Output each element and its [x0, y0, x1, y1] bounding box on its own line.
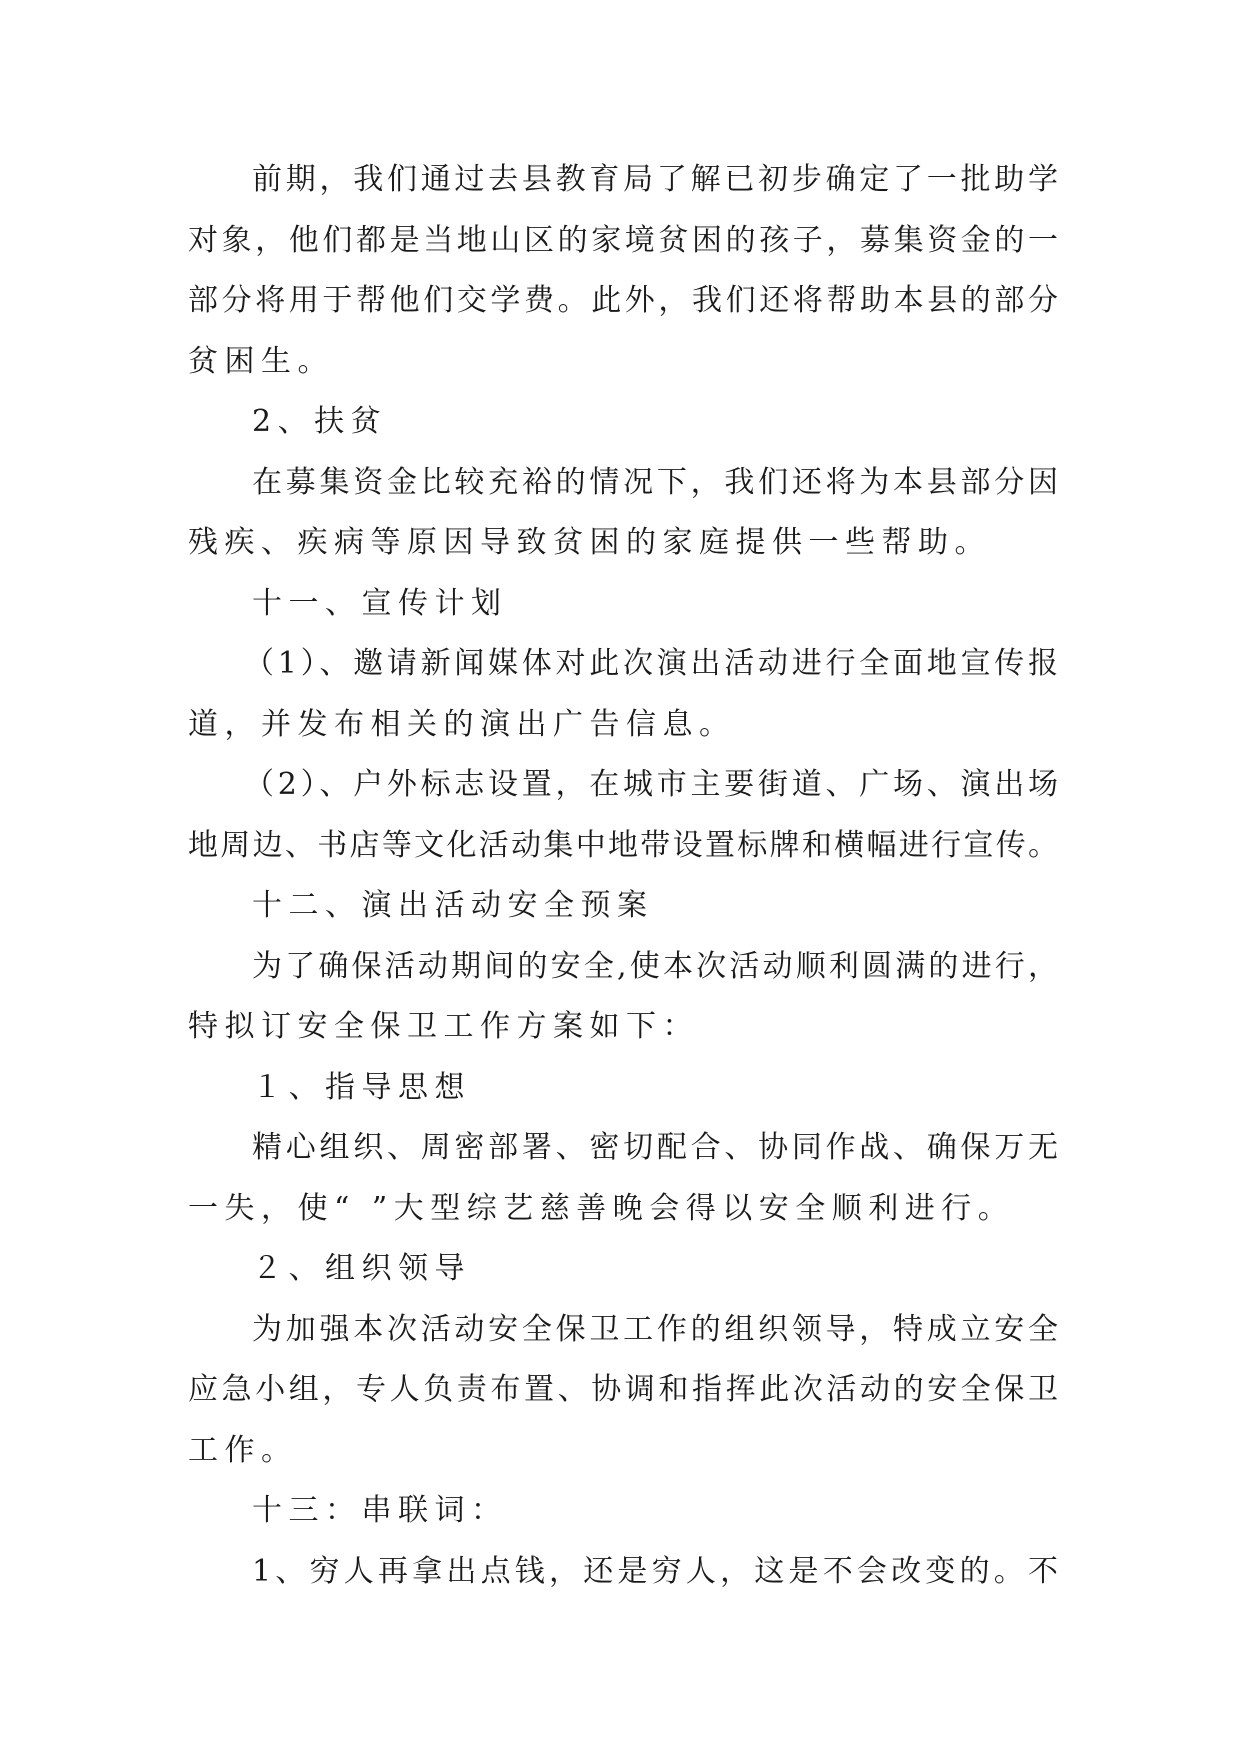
text-line: 道，并发布相关的演出广告信息。 — [188, 706, 736, 742]
text-line: （2）、户外标志设置，在城市主要街道、广场、演出场 — [244, 767, 1058, 802]
text-line: 残疾、疾病等原因导致贫困的家庭提供一些帮助。 — [188, 525, 991, 560]
section-heading: 十二、演出活动安全预案 — [252, 888, 654, 923]
text-line: 在募集资金比较充裕的情况下，我们还将为本县部分因 — [252, 464, 1058, 500]
text-line: 为了确保活动期间的安全,使本次活动顺利圆满的进行， — [252, 948, 1058, 984]
text-line: 为加强本次活动安全保卫工作的组织领导，特成立安全 — [252, 1311, 1058, 1347]
text-line: 1、穷人再拿出点钱，还是穷人，这是不会改变的。不 — [252, 1553, 1058, 1589]
text-line: 贫困生。 — [188, 343, 334, 379]
document-page — [188, 150, 1058, 1602]
section-heading: 2、扶贫 — [252, 404, 388, 439]
section-heading: 十三：串联词： — [252, 1493, 508, 1528]
text-line: 应急小组，专人负责布置、协调和指挥此次活动的安全保卫 — [188, 1372, 1058, 1407]
text-line: （1）、邀请新闻媒体对此次演出活动进行全面地宣传报 — [244, 646, 1058, 681]
text-line: 工作。 — [188, 1432, 298, 1468]
text-line: 一失，使“ ”大型综艺慈善晚会得以安全顺利进行。 — [188, 1190, 1015, 1226]
text-line: 部分将用于帮他们交学费。此外，我们还将帮助本县的部分 — [188, 283, 1058, 318]
text-line: 前期，我们通过去县教育局了解已初步确定了一批助学 — [252, 162, 1058, 197]
text-line: 精心组织、周密部署、密切配合、协同作战、确保万无 — [252, 1130, 1058, 1165]
section-heading: ２、组织领导 — [252, 1251, 471, 1286]
section-heading: 十一、宣传计划 — [252, 585, 508, 621]
text-line: 对象，他们都是当地山区的家境贫困的孩子，募集资金的一 — [188, 222, 1058, 258]
text-line: 特拟订安全保卫工作方案如下： — [188, 1009, 699, 1044]
section-heading: １、指导思想 — [252, 1069, 471, 1105]
text-line: 地周边、书店等文化活动集中地带设置标牌和横幅进行宣传。 — [188, 827, 1058, 863]
